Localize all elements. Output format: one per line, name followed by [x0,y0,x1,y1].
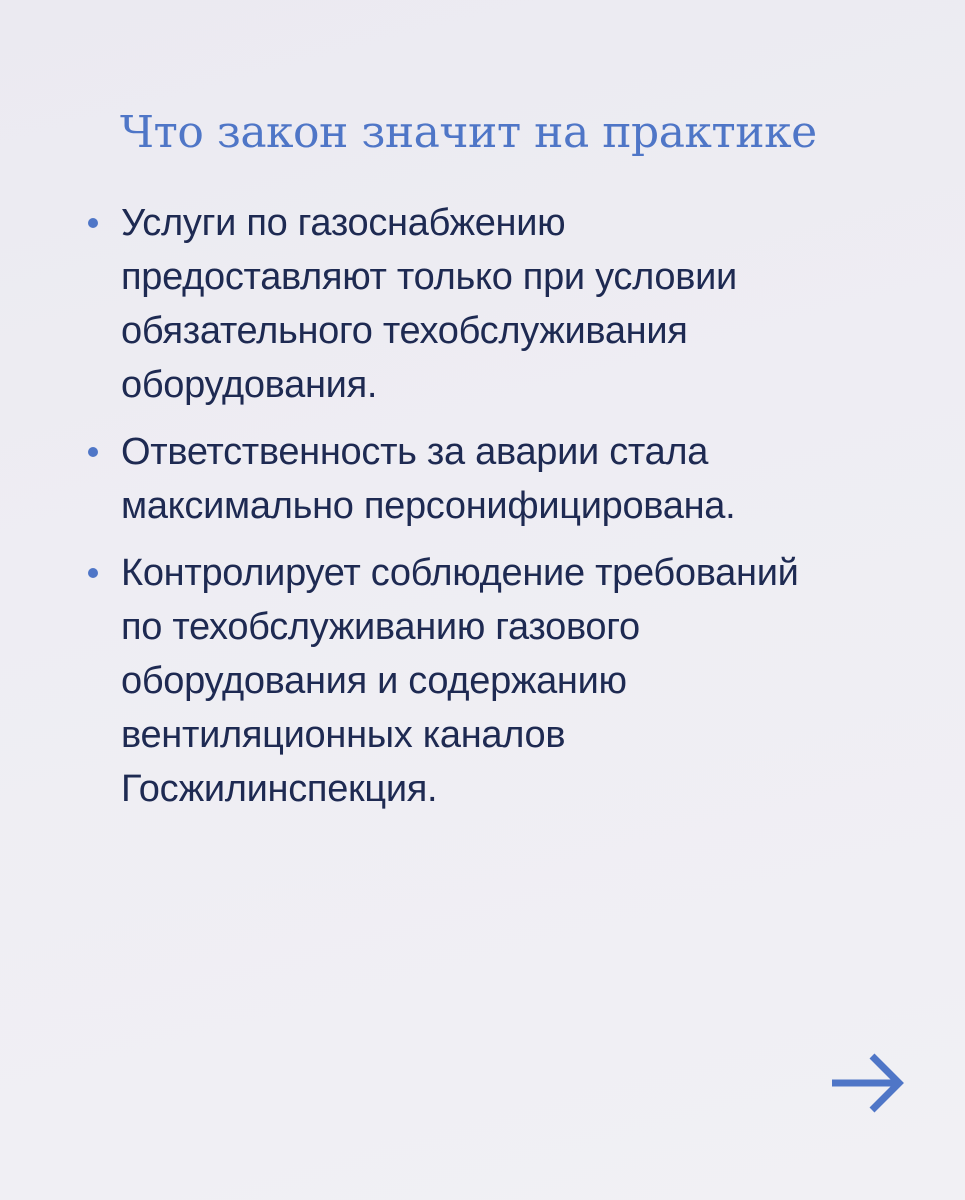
bullet-text: Услуги по газоснабжению предоставляют только при условии обязательного техобслуживания оборудования. [121,202,737,406]
list-item [0,196,965,412]
list-item [0,546,965,816]
bullet-text: Ответственность за аварии стала максимально персонифицирована. [121,431,736,527]
page-title: Что закон значит на практике [120,107,817,158]
bullet-dot-icon [88,218,98,228]
bullet-list [0,196,965,829]
bullet-dot-icon [88,447,98,457]
list-item [0,425,965,533]
arrow-right-icon[interactable] [826,1048,908,1118]
bullet-text: Контролирует соблюдение требований по техобслуживанию газового оборудования и содержанию вентиляционных каналов Госжилинспекция. [121,552,799,810]
bullet-dot-icon [88,568,98,578]
